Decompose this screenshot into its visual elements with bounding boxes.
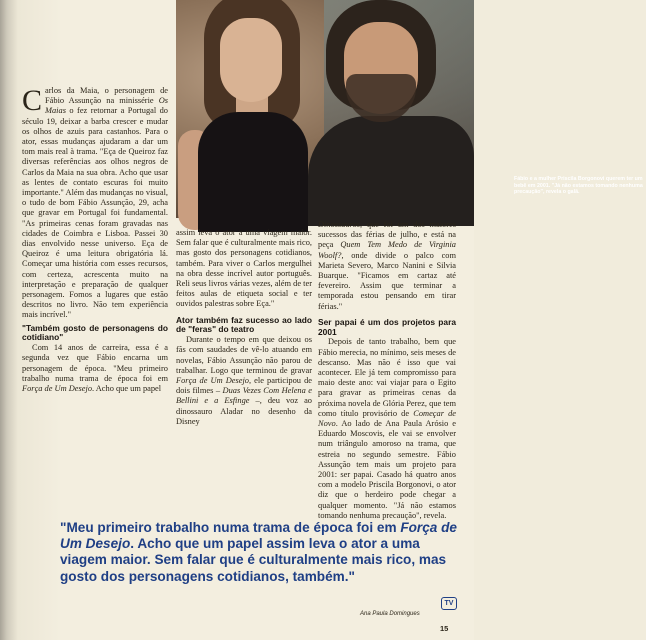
column-2-paragraph-2: Durante o tempo em que deixou os fãs com saudades de vê-lo atuando em novelas, Fábio Assunção não parou de trabalhar. Logo que terminou de gravar Força de Um Desejo, ele participou de dois filmes – Duas Vezes Com Helena e Bellini e a Esfinge –, deu voz ao dinossauro Aladar no desenho da Disney bbox=[176, 335, 312, 426]
tv-logo-icon: TV bbox=[441, 597, 457, 610]
subheading-papai: Ser papai é um dos projetos para 2001 bbox=[318, 316, 456, 337]
column-1-paragraph-2: Com 14 anos de carreira, essa é a segunda vez que Fábio encarna um personagem de época. "Meu primeiro trabalho numa trama de época foi em Força de Um Desejo. Acho que um papel bbox=[22, 343, 168, 394]
subheading-feras: Ator também faz sucesso ao lado de "feras" do teatro bbox=[176, 314, 312, 335]
column-2-paragraph-1: assim leva o ator a uma viagem maior. Sem falar que é culturalmente mais rico, mas gosto dos personagens cotidianos, também. Para viver o Carlos mergulhei na obra desse incrível autor português. Reli seus livros várias vezes, além de ter feitos aulas de etiqueta social e ter ouvidos palestras sobre Eça." bbox=[176, 228, 312, 309]
author-byline: Ana Paula Domingues bbox=[360, 611, 420, 617]
article-column-3 bbox=[318, 220, 456, 521]
article-column-2 bbox=[176, 228, 312, 427]
drop-cap: C bbox=[22, 84, 43, 117]
column-3-paragraph-2: Depois de tanto trabalho, bem que Fábio merecia, no mínimo, seis meses de descanso. Mas não é isso que vai acontecer. Ele já tem compromisso para maio deste ano: vai viajar para o Egito para gravar as primeiras cenas da próxima novela de Glória Perez, que tem como título provisório de Começar de Novo. Ao lado de Ana Paula Arósio e Eduardo Moscovis, ele vai se envolver num triângulo amoroso na trama, que estreia no segundo semestre. Fábio Assunção tem mais um projeto para 2001: ser papai. Casado há quatro anos com a modelo Priscila Borgonovi, o ator diz que o herdeiro pode chegar a qualquer momento. "Já não estamos tomando nenhuma precaução", revela. bbox=[318, 337, 457, 520]
couple-photo bbox=[176, 0, 643, 218]
column-1-paragraph-1: Carlos da Maia, o personagem de Fábio Assunção na minissérie Os Maias o fez retornar a Portugal do século 19, deixar a barba crescer e mudar os olhos de azuis para castanhos. Para o ator, essas mudanças ajudaram a dar um tom mais real à trama. "Eça de Queiroz faz diversas referências aos olhos negros de Carlos da Maia na sua obra. Acho que usar as lentes de contato escuras foi muito importante." Além das mudanças no visual, o tudo de bom Fábio Assunção, 29, acha que gravar em Portugal foi fundamental. "As primeiras cenas foram gravadas nas cidades de Coimbra e Lisboa. Passei 30 dias envolvido nesse universo. Eça de Queiroz é uma leitura obrigatória lá. Começar uma história com esses recursos, com certeza, acrescenta muito na interpretação e preparação de qualquer personagem. Fomos a lugares que estão descritos no livro. Não tem experiência mais incrível." bbox=[22, 84, 168, 320]
page-number: 15 bbox=[440, 624, 449, 633]
photo-caption: Fábio e a mulher Priscila Borgonovi querem ter um bebê em 2001. "Já não estamos tomando nenhuma precaução", revela o galã. bbox=[514, 176, 643, 196]
column-3-paragraph-1: Dinossauros, que foi um dos maiores sucessos das férias de julho, e está na peça Quem Tem Medo de Virginia Woolf?, onde divide o palco com Marieta Severo, Marco Nanini e Silvia Buarque. "Ficamos em cartaz até fevereiro. Assim que terminar a temporada estou pensando em tirar férias." bbox=[318, 220, 456, 311]
pull-quote: "Meu primeiro trabalho numa trama de época foi em Força de Um Desejo. Acho que um papel assim leva o ator a uma viagem maior. Sem falar que é culturalmente mais rico, mas gosto dos personagens cotidianos, também." bbox=[60, 520, 457, 584]
subheading-cotidiano: "Também gosto de personagens do cotidiano" bbox=[22, 322, 168, 343]
article-column-1 bbox=[22, 86, 168, 394]
